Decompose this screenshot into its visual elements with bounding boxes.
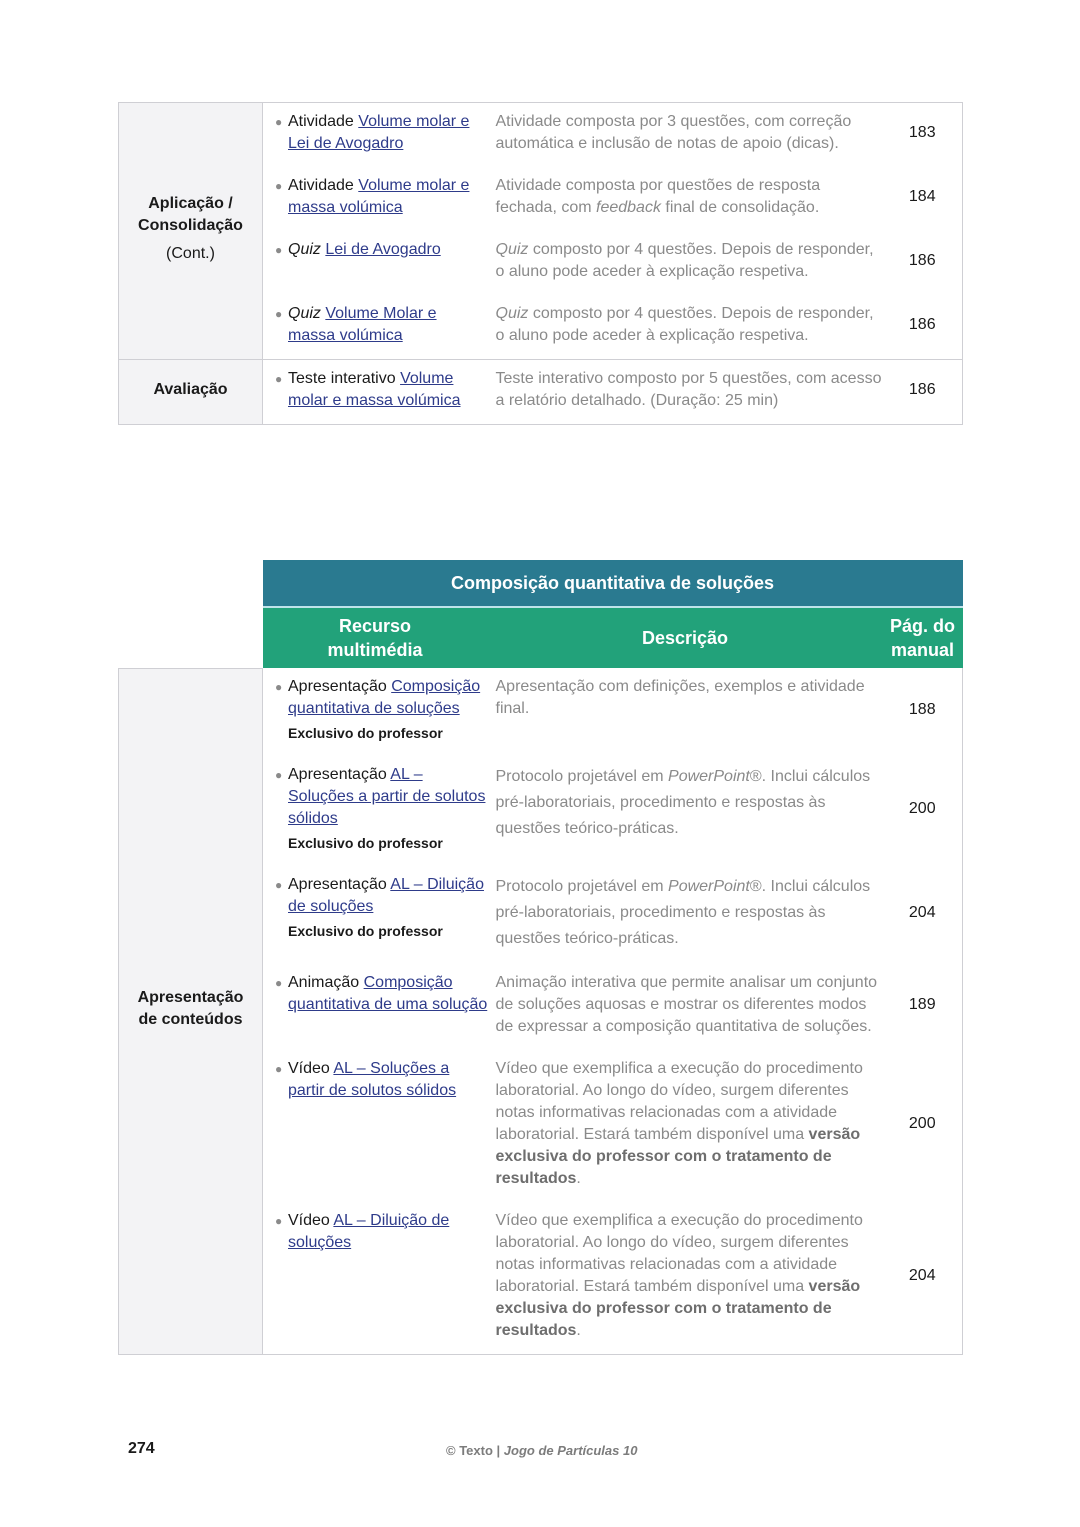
page-number: 186 — [883, 360, 963, 425]
desc-text: composto por 4 questões. Depois de responder, o aluno pode aceder à explicação respetiva. — [495, 305, 874, 344]
category-cell-avaliacao: Avaliação — [119, 360, 263, 425]
bullet-icon: ● — [275, 976, 283, 990]
resource-type: Apresentação — [288, 766, 387, 783]
desc-text: Atividade composta por questões de resposta fechada, com — [495, 177, 821, 216]
page-number: 184 — [883, 167, 963, 231]
bullet-icon: ● — [275, 768, 283, 782]
description-cell: Animação interativa que permite analisar um conjunto de soluções aquosas e mostrar os diferentes modos de expressar a composição quantitativa de soluções. — [495, 974, 878, 1035]
desc-text: Vídeo que exemplifica a execução do procedimento laboratorial. Ao longo do vídeo, surgem diferentes notas informativas relacionadas com a atividade laboratorial. Estará também disponível uma — [495, 1212, 863, 1295]
bullet-icon: ● — [275, 307, 283, 321]
resource-type: Apresentação — [288, 678, 387, 695]
header-row — [119, 607, 963, 668]
desc-text: . — [576, 1170, 581, 1187]
page-number: 189 — [883, 964, 963, 1050]
category-sub-label: (Cont.) — [166, 245, 215, 262]
resource-link[interactable]: Volume molar e Lei de Avogadro — [288, 113, 470, 152]
header-description: Descrição — [641, 628, 729, 648]
description-cell — [488, 231, 883, 295]
page-number: 200 — [883, 756, 963, 866]
exclusive-label: Exclusivo do professor — [288, 835, 443, 851]
description-cell — [488, 866, 883, 964]
resource-cell — [263, 668, 488, 756]
header-page — [883, 607, 963, 668]
bullet-icon: ● — [275, 680, 283, 694]
resource-link[interactable]: Volume molar e massa volúmica — [288, 177, 470, 216]
category-label-line1: Apresentação — [137, 989, 244, 1007]
desc-text: final de consolidação. — [660, 199, 820, 216]
resource-cell — [263, 231, 488, 295]
resource-link[interactable]: AL – Diluição de soluções — [288, 876, 484, 915]
desc-text: . — [576, 1322, 581, 1339]
section-title: Composição quantitativa de soluções — [263, 560, 963, 607]
category-cell-apresentacao — [119, 668, 263, 1355]
description-cell — [488, 756, 883, 866]
resource-cell — [263, 1050, 488, 1202]
resource-cell — [263, 964, 488, 1050]
resource-type: Atividade — [288, 177, 354, 194]
resource-link[interactable]: AL – Soluções a partir de solutos sólidos — [288, 1060, 457, 1099]
resource-cell — [263, 756, 488, 866]
resource-link[interactable]: Volume molar e massa volúmica — [288, 370, 461, 409]
desc-text: composto por 4 questões. Depois de responder, o aluno pode aceder à explicação respetiva. — [495, 241, 874, 280]
desc-text: Vídeo que exemplifica a execução do procedimento laboratorial. Ao longo do vídeo, surgem diferentes notas informativas relacionadas com a atividade laboratorial. Estará também disponível uma — [495, 1060, 863, 1143]
resource-type: Animação — [288, 974, 360, 991]
bullet-icon: ● — [275, 243, 283, 257]
page-number: 204 — [883, 866, 963, 964]
exclusive-label: Exclusivo do professor — [288, 923, 443, 939]
description-cell: Apresentação com definições, exemplos e atividade final. — [495, 678, 865, 717]
resource-cell — [263, 360, 488, 425]
resource-link[interactable]: Lei de Avogadro — [325, 241, 441, 258]
resource-link[interactable]: Composição quantitativa de uma solução — [288, 974, 488, 1013]
bullet-icon: ● — [275, 878, 283, 892]
desc-italic: Quiz — [495, 241, 529, 258]
exclusive-label: Exclusivo do professor — [288, 725, 443, 741]
category-label-line2: de conteúdos — [138, 1011, 243, 1029]
resource-cell — [263, 167, 488, 231]
page-number: 186 — [883, 231, 963, 295]
page-number-footer: 274 — [128, 1440, 155, 1457]
category-label-line1: Aplicação / — [148, 195, 233, 212]
bullet-icon: ● — [275, 115, 283, 129]
description-cell — [488, 167, 883, 231]
desc-bold: versão exclusiva do professor com o tratamento de resultados — [495, 1126, 861, 1187]
bullet-icon: ● — [275, 372, 283, 386]
resources-table-continued — [118, 102, 963, 425]
description-cell: Atividade composta por 3 questões, com correção automática e inclusão de notas de apoio (dicas). — [488, 103, 883, 168]
empty-corner — [119, 607, 263, 668]
page-number: 183 — [883, 103, 963, 168]
description-cell — [488, 1202, 883, 1355]
resource-link[interactable]: AL – Soluções a partir de solutos sólidos — [288, 766, 486, 827]
desc-italic: PowerPoint — [668, 878, 750, 895]
resource-type: Vídeo — [288, 1060, 330, 1077]
table-row — [119, 103, 963, 168]
bullet-icon: ● — [275, 179, 283, 193]
header-page-line1: Pág. do — [890, 616, 956, 636]
resource-link[interactable]: Volume Molar e massa volúmica — [288, 305, 437, 344]
page-number: 186 — [883, 295, 963, 360]
table-row — [119, 668, 963, 756]
resource-type: Teste interativo — [288, 370, 396, 387]
page-number: 188 — [883, 668, 963, 756]
desc-text: Protocolo projetável em — [495, 878, 669, 895]
page-number: 200 — [883, 1050, 963, 1202]
description-cell — [488, 1050, 883, 1202]
empty-corner — [119, 560, 263, 607]
desc-italic: feedback — [596, 199, 661, 216]
desc-text: ®. Inclui cálculos pré-laboratoriais, procedimento e respostas às questões teórico-práticas. — [495, 768, 871, 837]
book-title: Jogo de Partículas 10 — [503, 1443, 638, 1458]
desc-text: Protocolo projetável em — [495, 768, 669, 785]
resources-table-composicao — [118, 560, 963, 1355]
header-resource-line2: multimédia — [327, 640, 423, 660]
desc-italic: Quiz — [495, 305, 529, 322]
resource-link[interactable]: AL – Diluição de soluções — [288, 1212, 450, 1251]
category-label-line2: Consolidação — [138, 217, 243, 234]
category-cell-aplicacao — [119, 103, 263, 360]
desc-bold: versão exclusiva do professor com o tratamento de resultados — [495, 1278, 861, 1339]
resource-type: Vídeo — [288, 1212, 330, 1229]
table-row — [119, 360, 963, 425]
desc-text: ®. Inclui cálculos pré-laboratoriais, procedimento e respostas às questões teórico-práticas. — [495, 878, 871, 947]
header-resource-line1: Recurso — [338, 616, 412, 636]
header-resource — [263, 607, 488, 668]
description-cell: Teste interativo composto por 5 questões, com acesso a relatório detalhado. (Duração: 25 min) — [488, 360, 883, 425]
page-number: 204 — [883, 1202, 963, 1355]
resource-cell — [263, 295, 488, 360]
resource-link[interactable]: Composição quantitativa de soluções — [288, 678, 481, 717]
footer-copyright — [446, 1443, 637, 1458]
resource-type: Quiz — [288, 305, 321, 322]
desc-italic: PowerPoint — [668, 768, 750, 785]
description-cell — [488, 295, 883, 360]
resource-type: Apresentação — [288, 876, 387, 893]
bullet-icon: ● — [275, 1214, 283, 1228]
header-page-line2: manual — [890, 640, 955, 660]
copyright-text: © Texto | — [446, 1443, 501, 1458]
resource-type: Atividade — [288, 113, 354, 130]
bullet-icon: ● — [275, 1062, 283, 1076]
resource-cell — [263, 1202, 488, 1355]
resource-cell — [263, 866, 488, 964]
resource-cell — [263, 103, 488, 168]
resource-type: Quiz — [288, 241, 321, 258]
